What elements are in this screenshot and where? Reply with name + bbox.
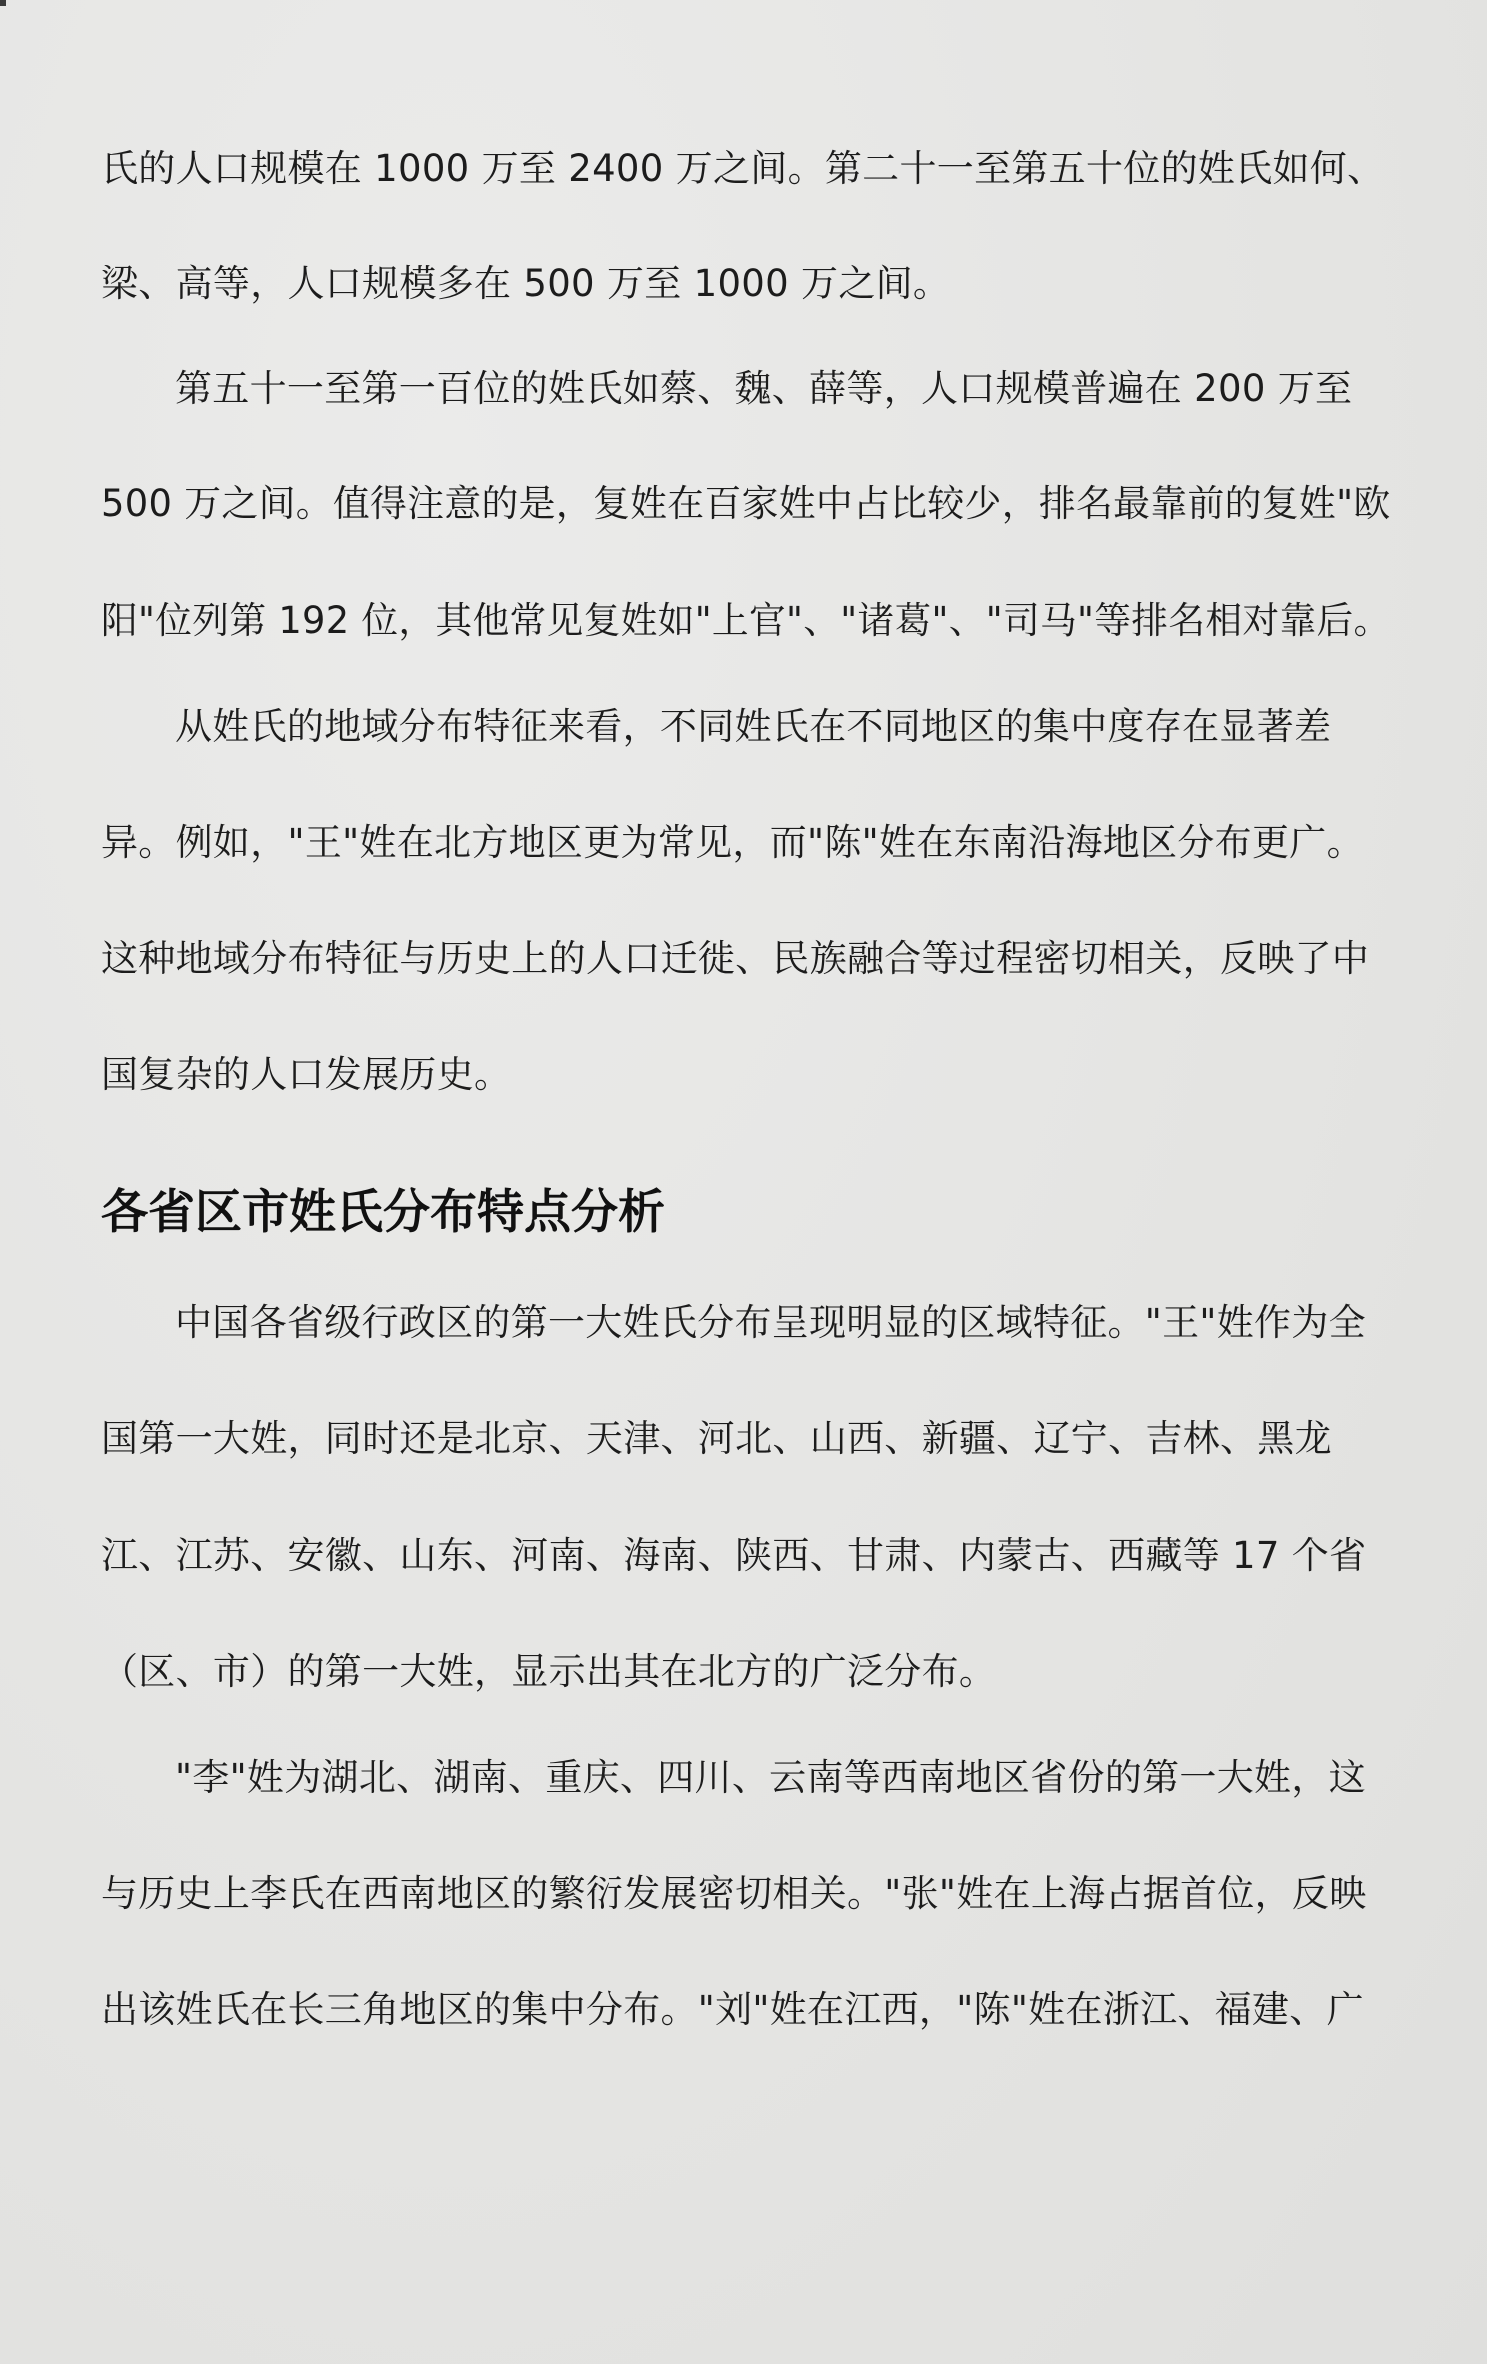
p3-line-4: 国复杂的人口发展历史。	[101, 1053, 512, 1096]
p5-line-2: 与历史上李氏在西南地区的繁衍发展密切相关。"张"姓在上海占据首位，反映	[101, 1872, 1367, 1915]
p2-line-2: 500 万之间。值得注意的是，复姓在百家姓中占比较少，排名最靠前的复姓"欧	[101, 482, 1391, 525]
p3-line-2: 异。例如，"王"姓在北方地区更为常见，而"陈"姓在东南沿海地区分布更广。	[101, 821, 1364, 864]
section-heading: 各省区市姓氏分布特点分析	[101, 1185, 665, 1240]
p3-line-1: 从姓氏的地域分布特征来看，不同姓氏在不同地区的集中度存在显著差	[175, 705, 1332, 748]
p5-line-3: 出该姓氏在长三角地区的集中分布。"刘"姓在江西，"陈"姓在浙江、福建、广	[101, 1988, 1364, 2031]
p3-line-3: 这种地域分布特征与历史上的人口迁徙、民族融合等过程密切相关，反映了中	[101, 937, 1370, 980]
p1-line-2: 梁、高等，人口规模多在 500 万至 1000 万之间。	[101, 262, 951, 305]
corner-mark	[0, 0, 6, 6]
p5-line-1: "李"姓为湖北、湖南、重庆、四川、云南等西南地区省份的第一大姓，这	[175, 1756, 1366, 1799]
p4-line-2: 国第一大姓，同时还是北京、天津、河北、山西、新疆、辽宁、吉林、黑龙	[101, 1417, 1332, 1460]
p4-line-4: （区、市）的第一大姓，显示出其在北方的广泛分布。	[101, 1650, 997, 1693]
p4-line-1: 中国各省级行政区的第一大姓氏分布呈现明显的区域特征。"王"姓作为全	[175, 1301, 1366, 1344]
p4-line-3: 江、江苏、安徽、山东、河南、海南、陕西、甘肃、内蒙古、西藏等 17 个省	[101, 1534, 1367, 1577]
p2-line-1: 第五十一至第一百位的姓氏如蔡、魏、薛等，人口规模普遍在 200 万至	[175, 367, 1353, 410]
p1-line-1: 氏的人口规模在 1000 万至 2400 万之间。第二十一至第五十位的姓氏如何、	[101, 147, 1385, 190]
p2-line-3: 阳"位列第 192 位，其他常见复姓如"上官"、"诸葛"、"司马"等排名相对靠后。	[101, 599, 1391, 642]
